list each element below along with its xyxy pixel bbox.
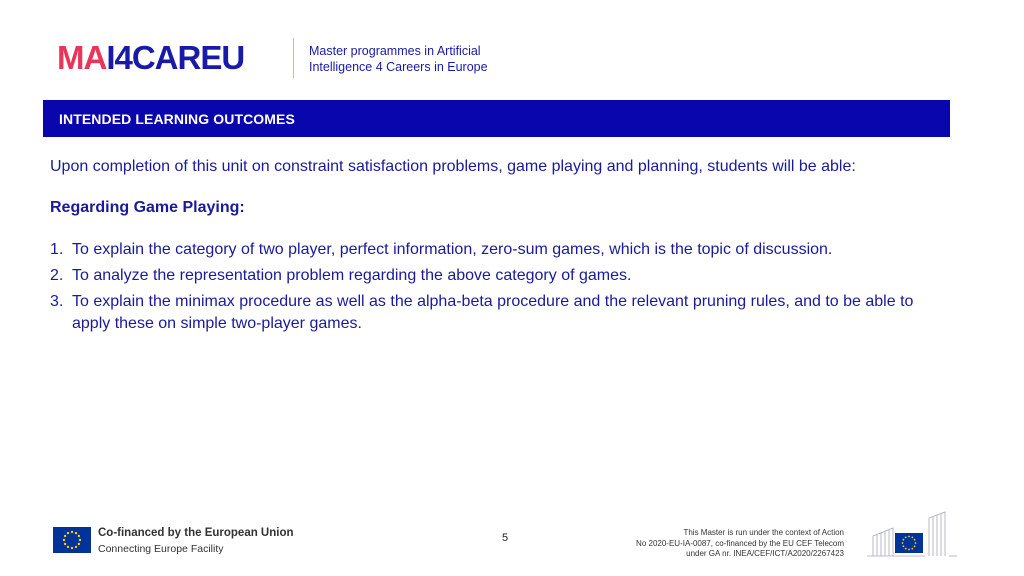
tagline-line-2: Intelligence 4 Careers in Europe <box>309 60 488 74</box>
action-note <box>584 528 844 560</box>
outcome-text: To analyze the representation problem regarding the above category of games. <box>72 267 632 284</box>
header-divider <box>293 38 294 78</box>
outcome-number: 1. <box>50 241 64 258</box>
intro-text: Upon completion of this unit on constraint satisfaction problems, game playing and planning, students will be able: <box>50 158 856 175</box>
outcome-item <box>50 265 950 287</box>
cofinanced-title: Co-financed by the European Union <box>98 527 294 539</box>
european-commission-logo <box>865 510 960 560</box>
outcome-item <box>50 291 950 335</box>
cofinanced-block <box>98 526 294 557</box>
action-note-line-3: under GA nr. INEA/CEF/ICT/A2020/2267423 <box>686 549 844 558</box>
logo-part-ma: MA <box>57 39 107 76</box>
action-note-line-1: This Master is run under the context of Action <box>683 528 844 537</box>
outcomes-list <box>50 239 950 339</box>
action-note-line-2: No 2020-EU-IA-0087, co-financed by the EU CEF Telecom <box>636 538 844 548</box>
outcome-text: To explain the category of two player, perfect information, zero-sum games, which is the topic of discussion. <box>72 241 833 258</box>
cofinanced-subtitle: Connecting Europe Facility <box>98 543 224 555</box>
page-number: 5 <box>502 532 509 544</box>
banner-title: INTENDED LEARNING OUTCOMES <box>59 110 295 127</box>
logo-part-i4car: I4CAR <box>106 39 201 76</box>
eu-flag-icon <box>53 527 91 553</box>
header-tagline <box>309 43 488 75</box>
logo-part-eu: EU <box>200 39 245 76</box>
outcome-text: To explain the minimax procedure as well as the alpha-beta procedure and the relevant pruning rules, and to be able to apply these on simple two-player games. <box>72 293 914 332</box>
outcome-number: 3. <box>50 293 64 310</box>
outcome-item <box>50 239 950 261</box>
tagline-line-1: Master programmes in Artificial <box>309 44 481 58</box>
section-banner <box>43 100 950 137</box>
subheading: Regarding Game Playing: <box>50 199 245 216</box>
outcome-number: 2. <box>50 267 64 284</box>
mai4careu-logo <box>57 40 244 76</box>
